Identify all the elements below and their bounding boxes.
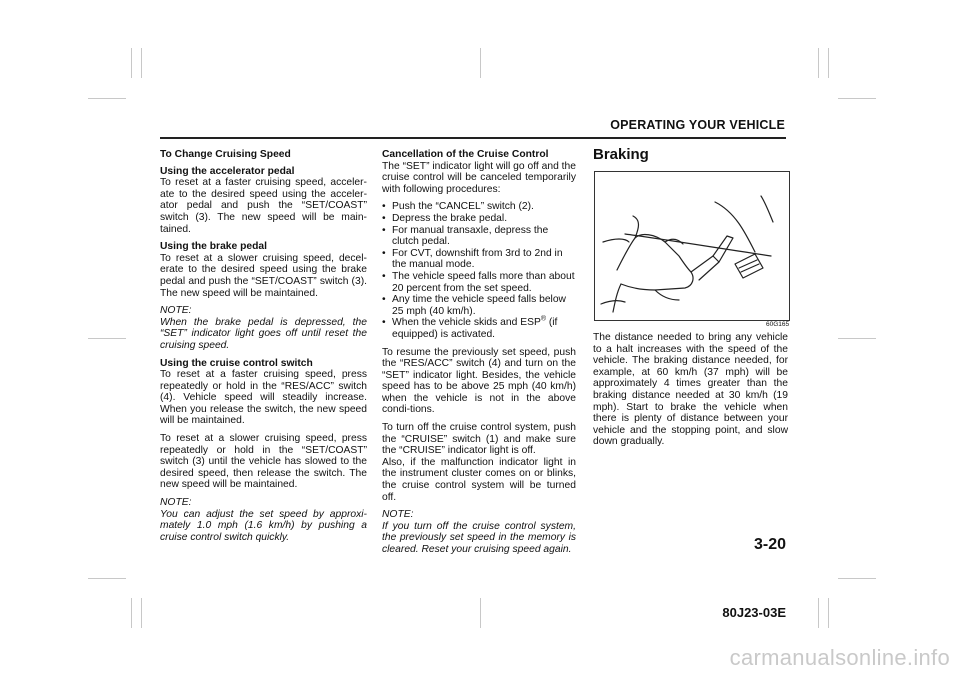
- braking-heading: Braking: [593, 146, 649, 163]
- section-heading: To Change Cruising Speed: [160, 149, 291, 160]
- list-item: [382, 317, 576, 340]
- crop-mark: [818, 48, 819, 78]
- subheading: Using the accelerator pedal: [160, 165, 295, 177]
- page-number: 3-20: [753, 536, 786, 553]
- crop-mark: [480, 48, 481, 78]
- crop-mark: [141, 598, 142, 628]
- note-label: NOTE:: [160, 497, 192, 509]
- list-item-text: (if equipped) is activated.: [392, 317, 558, 340]
- paragraph: To turn off the cruise control system, push the “CRUISE” switch (1) and make sure the “CRUISE” indicator light is off.: [382, 422, 576, 457]
- paragraph: To resume the previously set speed, push the “RES/ACC” switch (4) and turn on the “SET” indicator light. Besides, the vehicle speed has to be above 25 mph (40 km/h) when the vehicle is not in the above condi-tions.: [382, 346, 576, 416]
- left-column: [160, 149, 367, 543]
- section-title: OPERATING YOUR VEHICLE: [610, 118, 785, 132]
- section-heading: Cancellation of the Cruise Control: [382, 149, 549, 160]
- note-text: You can adjust the set speed by approxi-mately 1.0 mph (1.6 km/h) by pushing a cruise control switch quickly.: [160, 508, 367, 543]
- paragraph: To reset at a faster cruising speed, acceler-ate to the desired speed using the acceler-ator pedal and push the “SET/COAST” switch (3). The new speed will be main-tained.: [160, 177, 367, 235]
- crop-mark: [131, 48, 132, 78]
- note: [160, 497, 367, 543]
- paragraph: To reset at a slower cruising speed, decel-erate to the desired speed using the brake pedal and push the “SET/COAST” switch (3). The new speed will be maintained.: [160, 252, 367, 299]
- crop-mark: [480, 598, 481, 628]
- list-item: • Depress the brake pedal.: [382, 213, 576, 225]
- crop-mark: [838, 578, 876, 579]
- note-text: When the brake pedal is depressed, the “SET” indicator light goes off until reset the cruising speed.: [160, 316, 367, 351]
- crop-mark: [131, 598, 132, 628]
- crop-mark: [828, 598, 829, 628]
- crop-mark: [818, 598, 819, 628]
- brake-pedal-illustration: [594, 171, 790, 321]
- figure-code: 60G165: [766, 321, 790, 328]
- crop-mark: [88, 338, 126, 339]
- bullet-list: [382, 201, 576, 340]
- watermark: carmanualsonline.info: [729, 645, 950, 670]
- note-text: If you turn off the cruise control system, the previously set speed in the memory is cleared. Reset your cruising speed again.: [382, 520, 576, 555]
- subheading: Using the brake pedal: [160, 241, 268, 253]
- crop-mark: [838, 338, 876, 339]
- crop-mark: [141, 48, 142, 78]
- paragraph: The “SET” indicator light will go off and the cruise control will be canceled temporarily with following procedures:: [382, 160, 576, 195]
- list-item: • Push the “CANCEL” switch (2).: [382, 201, 576, 213]
- list-item: • The vehicle speed falls more than about 20 percent from the set speed.: [382, 271, 576, 294]
- crop-mark: [838, 98, 876, 99]
- list-item: • Any time the vehicle speed falls below 25 mph (40 km/h).: [382, 294, 576, 317]
- note: [160, 305, 367, 351]
- list-item: • For manual transaxle, depress the clutch pedal.: [382, 225, 576, 248]
- paragraph: Also, if the malfunction indicator light in the instrument cluster comes on or blinks, the cruise control system will be turned off.: [382, 456, 576, 503]
- crop-mark: [88, 578, 126, 579]
- note-label: NOTE:: [382, 509, 414, 521]
- note-label: NOTE:: [160, 305, 192, 317]
- paragraph: To reset at a slower cruising speed, press repeatedly or hold in the “SET/COAST” switch (3) until the vehicle has slowed to the desired speed, then release the switch. The new speed will be maintained.: [160, 433, 367, 491]
- subheading: Using the cruise control switch: [160, 357, 313, 369]
- note: [382, 509, 576, 555]
- document-code: 80J23-03E: [722, 605, 786, 620]
- registered-mark: ®: [540, 315, 546, 323]
- list-item-text: When the vehicle skids and ESP: [392, 317, 541, 329]
- paragraph: To reset at a faster cruising speed, press repeatedly or hold in the “RES/ACC” switch (4). Vehicle speed will steadily increase. When you release the switch, the new speed will be maintained.: [160, 369, 367, 427]
- foot-on-pedal-drawing: [595, 172, 789, 320]
- right-column: [593, 332, 788, 454]
- header-rule: [160, 137, 786, 139]
- crop-mark: [88, 98, 126, 99]
- paragraph: The distance needed to bring any vehicle to a halt increases with the speed of the vehicle. The braking distance needed, for example, at 60 km/h (37 mph) will be approximately 4 times greater than the braking distance needed at 30 km/h (19 mph). Start to brake the vehicle when there is plenty of distance between your vehicle and the stopping point, and slow down gradually.: [593, 332, 788, 448]
- middle-column: [382, 149, 576, 556]
- list-item: • For CVT, downshift from 3rd to 2nd in the manual mode.: [382, 248, 576, 271]
- crop-mark: [828, 48, 829, 78]
